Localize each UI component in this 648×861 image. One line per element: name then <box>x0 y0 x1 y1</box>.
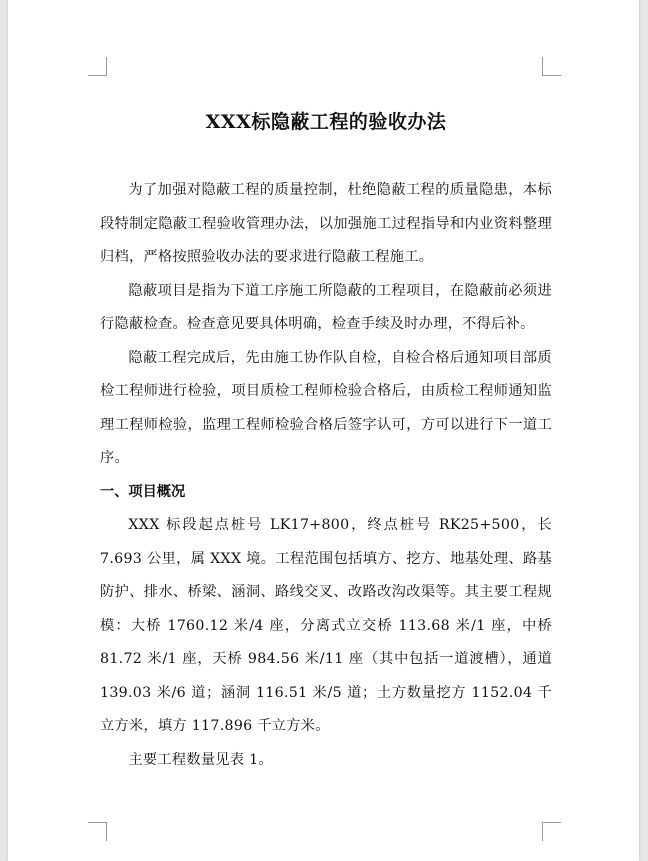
intro-paragraph-2: 隐蔽项目是指为下道工序施工所隐蔽的工程项目，在隐蔽前必须进行隐蔽检查。检查意见要具体明确，检查手续及时办理，不得后补。 <box>100 282 552 332</box>
quantities-reference-paragraph: 主要工程数量见表 1。 <box>128 751 273 768</box>
crop-mark-bottom-right <box>542 822 561 841</box>
document-title: XXX标隐蔽工程的验收办法 <box>205 111 447 133</box>
section-heading-project-overview: 一、项目概况 <box>100 483 186 500</box>
intro-paragraph-3: 隐蔽工程完成后，先由施工协作队自检，自检合格后通知项目部质检工程师进行检验，项目质检工程师检验合格后，由质检工程师通知监理工程师检验，监理工程师检验合格后签字认可，方可以进行下一道工序。 <box>100 349 552 466</box>
document-page <box>8 0 639 861</box>
crop-mark-top-right <box>542 57 561 76</box>
document-body <box>100 108 552 777</box>
intro-paragraph-1: 为了加强对隐蔽工程的质量控制，杜绝隐蔽工程的质量隐患，本标段特制定隐蔽工程验收管理办法，以加强施工过程指导和内业资料整理归档，严格按照验收办法的要求进行隐蔽工程施工。 <box>100 182 552 265</box>
crop-mark-bottom-left <box>88 822 107 841</box>
project-overview-paragraph: XXX 标段起点桩号 LK17+800，终点桩号 RK25+500，长 7.693 公里，属 XXX 境。工程范围包括填方、挖方、地基处理、路基防护、排水、桥梁、涵洞、路线交叉、改路改沟改渠等。其主要工程规模：大桥 1760.12 米/4 座，分离式立交桥 113.68 米/1 座，中桥 81.72 米/1 座，天桥 984.56 米/11 座（其中包括一道渡槽），通道 139.03 米/6 道；涵洞 116.51 米/5 道；土方数量挖方 1152.04 千立方米，填方 117.896 千立方米。 <box>100 517 552 734</box>
crop-mark-top-left <box>88 57 107 76</box>
